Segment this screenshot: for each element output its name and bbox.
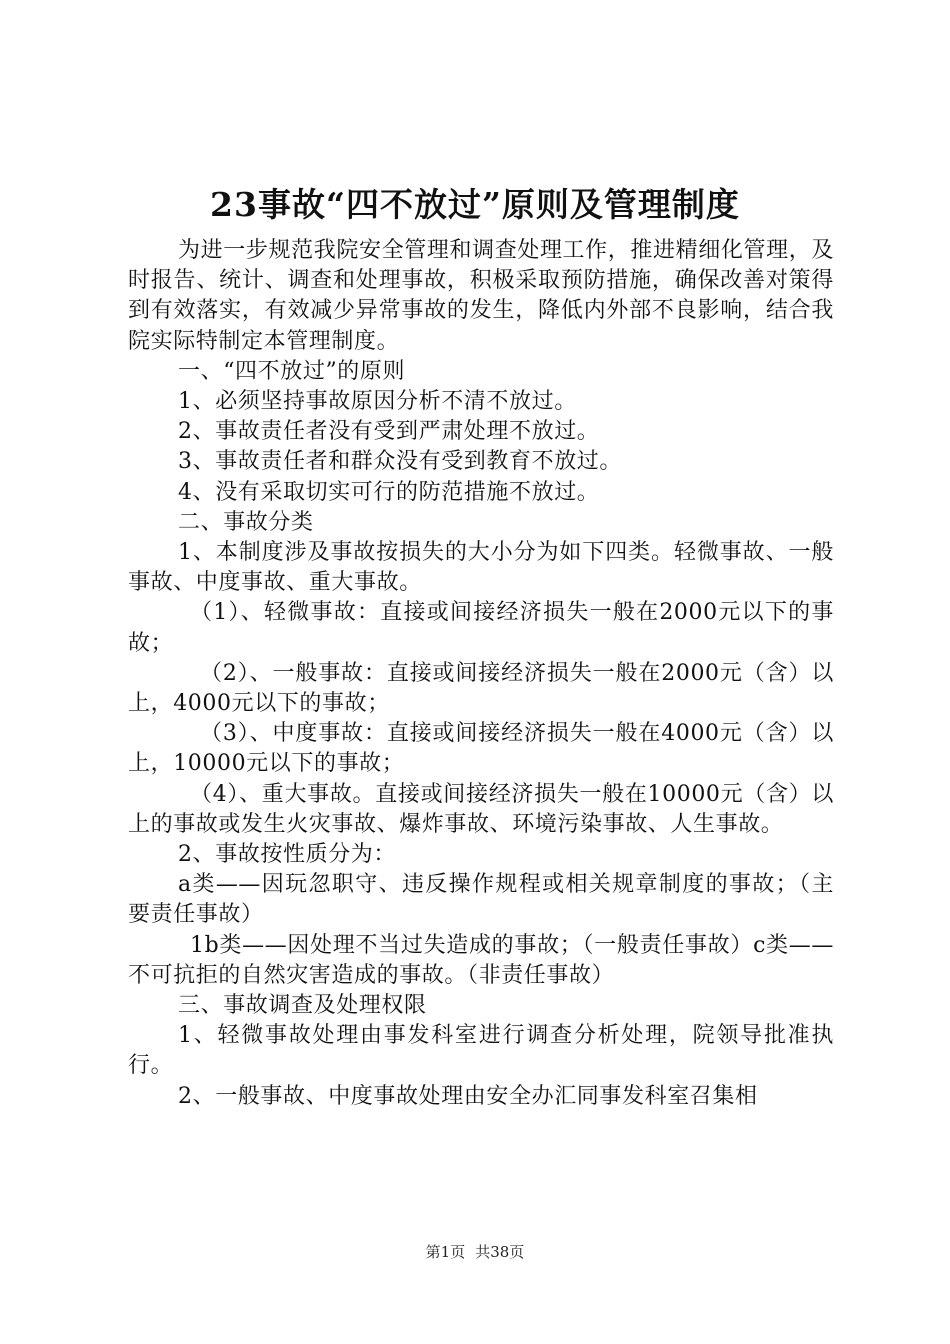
section-heading-principles: 一、“四不放过”的原则: [178, 358, 406, 384]
section-heading-authority: 三、事故调查及处理权限: [178, 993, 427, 1019]
section-heading-classification: 二、事故分类: [178, 509, 314, 535]
principle-item: 2、事故责任者没有受到严肃处理不放过。: [178, 419, 600, 445]
intro-paragraph: 为进一步规范我院安全管理和调查处理工作，推进精细化管理，及时报告、统计、调查和处理事故，积极采取预防措施，确保改善对策得到有效落实，有效减少异常事故的发生，降低内外部不良影响，结合我院实际特制定本管理制度。: [128, 238, 834, 354]
classification-paragraph: 1、本制度涉及事故按损失的大小分为如下四类。轻微事故、一般事故、中度事故、重大事故。: [128, 540, 834, 596]
page-footer: [0, 1242, 950, 1262]
nature-item: a类——因玩忽职守、违反操作规程或相关规章制度的事故；（主要责任事故）: [128, 872, 834, 928]
classification-item: （3）、中度事故：直接或间接经济损失一般在4000元（含）以上，10000元以下的事故；: [128, 721, 834, 777]
principle-item: 3、事故责任者和群众没有受到教育不放过。: [178, 449, 622, 475]
principle-item: 4、没有采取切实可行的防范措施不放过。: [178, 479, 600, 505]
page-number: 第1页: [425, 1243, 466, 1261]
classification-item: （4）、重大事故。直接或间接经济损失一般在10000元（含）以上的事故或发生火灾事故、爆炸事故、环境污染事故、人生事故。: [128, 781, 834, 837]
authority-item: 1、轻微事故处理由事发科室进行调查分析处理，院领导批准执行。: [128, 1023, 834, 1079]
principle-item: 1、必须坚持事故原因分析不清不放过。: [178, 389, 577, 415]
classification-item: （1）、轻微事故：直接或间接经济损失一般在2000元以下的事故；: [128, 600, 834, 656]
authority-item: 2、一般事故、中度事故处理由安全办汇同事发科室召集相: [178, 1083, 758, 1109]
nature-item: 1b类——因处理不当过失造成的事故；（一般责任事故）c类——不可抗拒的自然灾害造成的事故。（非责任事故）: [128, 932, 834, 988]
nature-paragraph: 2、事故按性质分为：: [178, 842, 396, 868]
document-body: [128, 236, 834, 1112]
classification-item: （2）、一般事故：直接或间接经济损失一般在2000元（含）以上，4000元以下的事故；: [128, 660, 834, 717]
page-total: 共38页: [475, 1243, 525, 1261]
document-title: 23事故“四不放过”原则及管理制度: [210, 185, 740, 224]
